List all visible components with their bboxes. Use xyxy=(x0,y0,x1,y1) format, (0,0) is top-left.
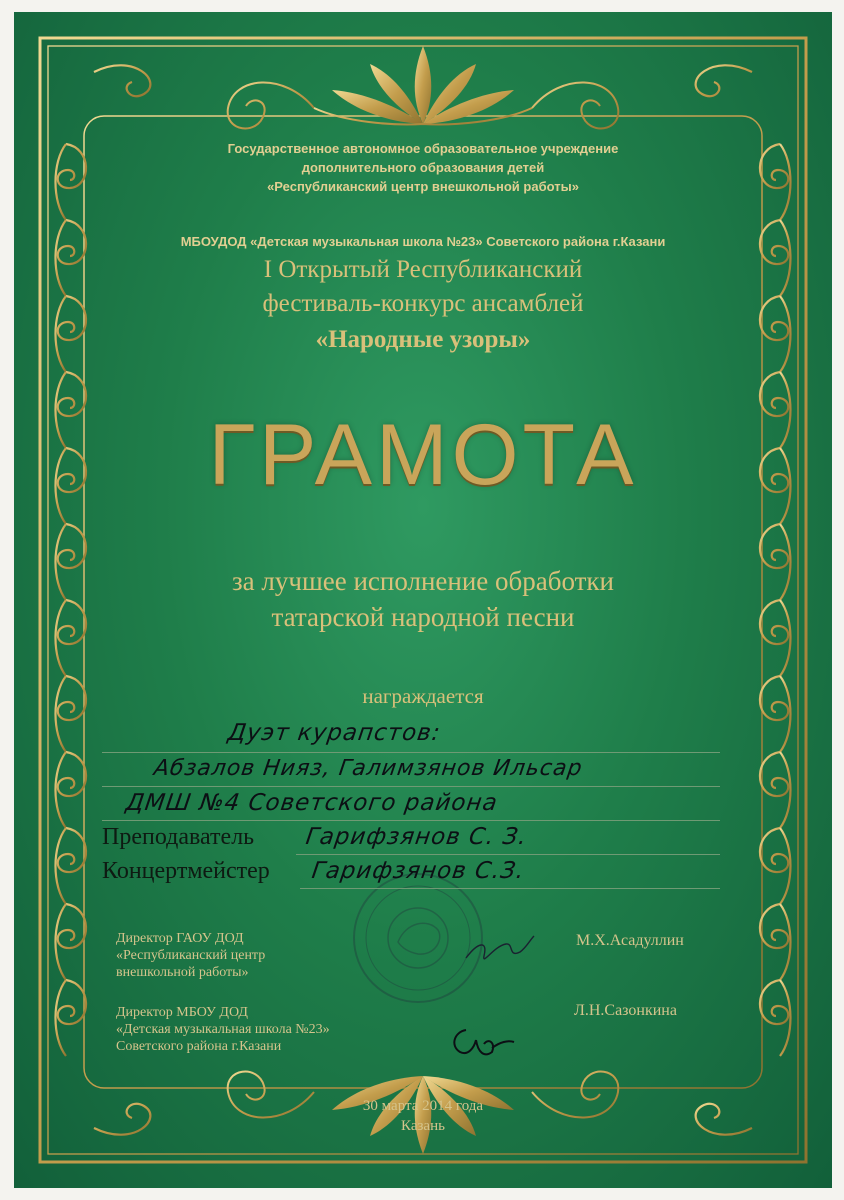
handwritten-accompanist: Гарифзянов С.З. xyxy=(310,858,527,884)
fill-line-accompanist xyxy=(300,888,720,889)
corner-flourish xyxy=(696,65,752,96)
accompanist-label: Концертмейстер xyxy=(102,858,270,884)
organizer-line-1: Государственное автономное образовательное учреждение xyxy=(227,141,619,156)
swirl-stem xyxy=(56,752,67,828)
director-1-title-line-2: «Республиканский центр xyxy=(116,948,266,963)
director-2-title xyxy=(116,1004,330,1055)
organizer-line-2: дополнительного образования детей xyxy=(301,160,545,175)
top-lotus-ornament xyxy=(332,46,514,124)
director-1-name: М.Х.Асадуллин xyxy=(576,932,684,949)
swirl-stem xyxy=(56,904,67,980)
fill-line-teacher xyxy=(296,854,720,855)
director-2-title-line-3: Советского района г.Казани xyxy=(116,1039,282,1054)
organizer-line-3: «Республиканский центр внешкольной работы» xyxy=(267,179,579,194)
certificate xyxy=(14,12,832,1188)
festival-line-2: фестиваль-конкурс ансамблей xyxy=(262,290,584,317)
fill-line-1 xyxy=(102,752,720,753)
swirl-stem xyxy=(56,828,67,904)
signature-2 xyxy=(454,1030,514,1054)
award-reason-line-1: за лучшее исполнение обработки xyxy=(232,566,614,596)
document-title: ГРАМОТА xyxy=(208,407,638,503)
swirl-stem xyxy=(56,980,67,1056)
festival-line-1: I Открытый Республиканский xyxy=(263,256,583,283)
director-1-title xyxy=(116,930,265,981)
director-2-name: Л.Н.Сазонкина xyxy=(574,1002,677,1019)
official-seal xyxy=(354,874,482,1002)
fill-line-3 xyxy=(102,820,720,821)
director-1-title-line-1: Директор ГАОУ ДОД xyxy=(116,931,244,946)
director-1-title-line-3: внешкольной работы» xyxy=(116,965,249,980)
swirl-stem xyxy=(780,980,791,1056)
handwritten-teacher: Гарифзянов С. З. xyxy=(304,824,529,850)
awarded-label: награждается xyxy=(362,684,484,708)
director-2-title-line-1: Директор МБОУ ДОД xyxy=(116,1005,248,1020)
signature-1 xyxy=(466,936,534,959)
swirl-stem xyxy=(780,828,791,904)
award-reason-line-2: татарской народной песни xyxy=(271,602,575,632)
corner-flourish xyxy=(94,65,150,96)
issue-date: 30 марта 2014 года xyxy=(362,1098,484,1114)
fill-line-2 xyxy=(102,786,720,787)
swirl-stem xyxy=(780,752,791,828)
handwritten-school: ДМШ №4 Советского района xyxy=(124,790,500,816)
handwritten-performers: Абзалов Нияз, Галимзянов Ильсар xyxy=(152,756,585,781)
handwritten-ensemble: Дуэт курапстов: xyxy=(226,720,443,746)
swirl-stem xyxy=(780,904,791,980)
director-2-title-line-2: «Детская музыкальная школа №23» xyxy=(116,1022,330,1037)
teacher-label: Преподаватель xyxy=(102,824,255,850)
festival-name: «Народные узоры» xyxy=(315,326,531,353)
issue-city: Казань xyxy=(401,1118,445,1134)
host-school: МБОУДОД «Детская музыкальная школа №23» Советского района г.Казани xyxy=(180,234,666,249)
